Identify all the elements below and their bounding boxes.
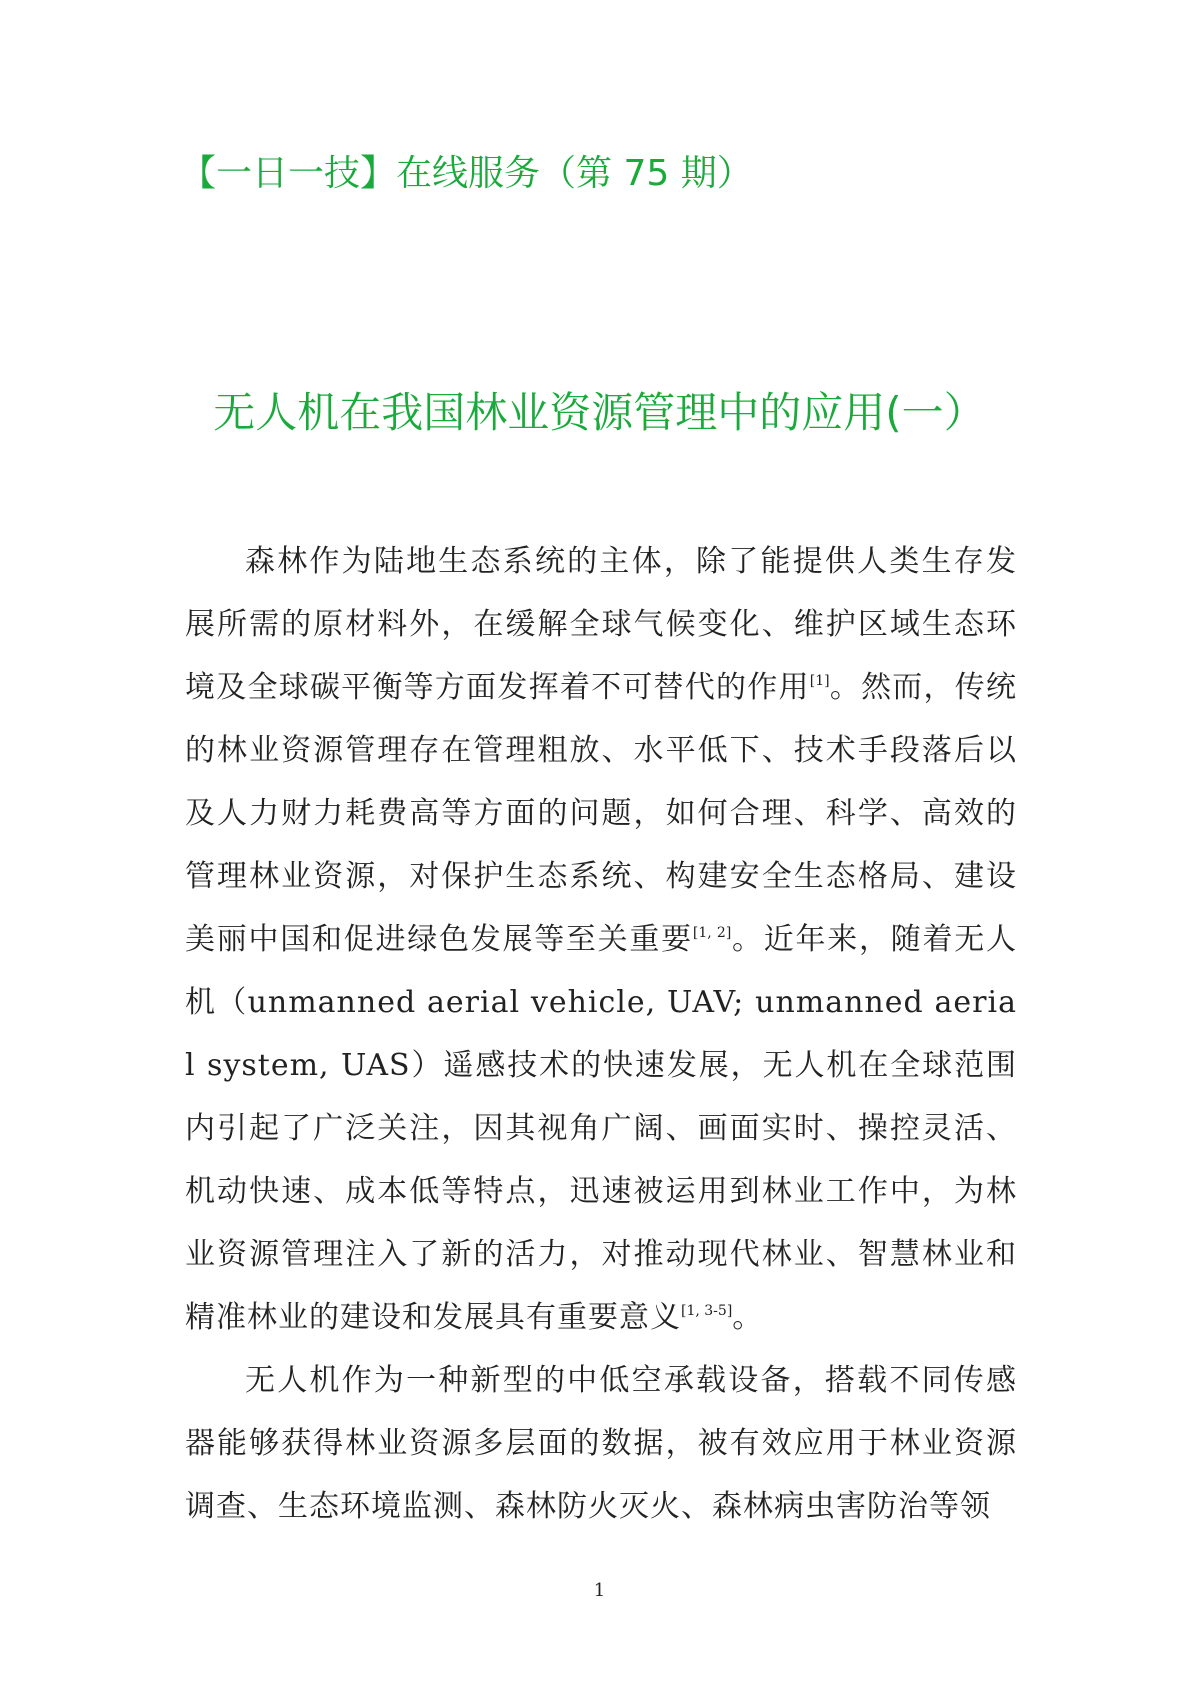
- paragraph-1-text-1: 森林作为陆地生态系统的主体，除了能提供人类生存发展所需的原材料外，在缓解全球气候变化、维护区域生态环境及全球碳平衡等方面发挥着不可替代的作用: [185, 544, 1017, 705]
- citation-1: [1]: [809, 673, 830, 689]
- paragraph-1-text-3: 。近年来，随着无人机（unmanned aerial vehicle, UAV; unmanned aerial system, UAS）遥感技术的快速发展，无人机在全球范围内引起了广泛关注，因其视角广阔、画面实时、操控灵活、机动快速、成本低等特点，迅速被运用到林业工作中，为林业资源管理注入了新的活力，对推动现代林业、智慧林业和精准林业的建设和发展具有重要意义: [185, 922, 1018, 1335]
- document-title: 无人机在我国林业资源管理中的应用(一）: [213, 388, 986, 437]
- body-text: [185, 530, 1017, 1538]
- paragraph-1: [185, 530, 1017, 1349]
- paragraph-2: [185, 1349, 1017, 1538]
- paragraph-1-text-4: 。: [732, 1300, 764, 1335]
- citation-2: [1, 2]: [692, 925, 732, 941]
- paragraph-1-text-2: 。然而，传统的林业资源管理存在管理粗放、水平低下、技术手段落后以及人力财力耗费高等方面的问题，如何合理、科学、高效的管理林业资源，对保护生态系统、构建安全生态格局、建设美丽中国和促进绿色发展等至关重要: [185, 670, 1018, 957]
- paragraph-2-text-1: 无人机作为一种新型的中低空承载设备，搭载不同传感器能够获得林业资源多层面的数据，被有效应用于林业资源调查、生态环境监测、森林防火灭火、森林病虫害防治等领: [185, 1363, 1017, 1524]
- citation-3: [1, 3-5]: [681, 1303, 733, 1319]
- series-title: 【一日一技】在线服务（第 75 期）: [180, 153, 753, 194]
- page-number: 1: [593, 1580, 606, 1601]
